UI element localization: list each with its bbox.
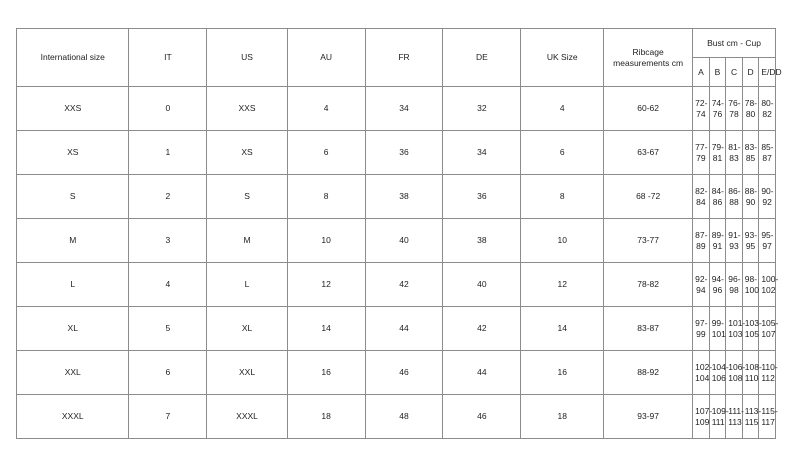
cell-uk-size: 14	[521, 307, 604, 351]
cell-cup-a: 87-89	[693, 219, 710, 263]
cell-uk-size: 8	[521, 175, 604, 219]
cell-de: 36	[443, 175, 521, 219]
cell-cup-edd: 110-112	[759, 351, 776, 395]
cell-it: 6	[129, 351, 207, 395]
cell-cup-c: 81-83	[726, 131, 743, 175]
cell-cup-edd: 80-82	[759, 87, 776, 131]
cell-cup-c: 86-88	[726, 175, 743, 219]
cell-cup-edd: 100-102	[759, 263, 776, 307]
cell-cup-d: 88-90	[742, 175, 759, 219]
cell-cup-b: 79-81	[709, 131, 726, 175]
cell-uk-size: 12	[521, 263, 604, 307]
cell-au: 16	[287, 351, 365, 395]
cell-cup-edd: 85-87	[759, 131, 776, 175]
column-header-ribcage-measurements: Ribcage measurements cm	[604, 29, 693, 87]
cell-cup-c: 91-93	[726, 219, 743, 263]
cell-cup-a: 92-94	[693, 263, 710, 307]
cell-cup-a: 102-104	[693, 351, 710, 395]
column-header-us: US	[207, 29, 287, 87]
table-head	[17, 29, 782, 87]
cell-it: 5	[129, 307, 207, 351]
cell-cup-edd: 95-97	[759, 219, 776, 263]
cell-us: S	[207, 175, 287, 219]
cell-au: 10	[287, 219, 365, 263]
table-row	[17, 395, 776, 439]
cell-cup-c: 76-78	[726, 87, 743, 131]
cell-cup-c: 111-113	[726, 395, 743, 439]
cell-cup-b: 99-101	[709, 307, 726, 351]
column-header-cup-d: D	[742, 58, 759, 87]
cell-de: 46	[443, 395, 521, 439]
table-row	[17, 263, 776, 307]
cell-cup-d: 78-80	[742, 87, 759, 131]
cell-au: 18	[287, 395, 365, 439]
cell-us: L	[207, 263, 287, 307]
cell-fr: 38	[365, 175, 443, 219]
cell-cup-edd: 115-117	[759, 395, 776, 439]
column-header-cup-a: A	[693, 58, 710, 87]
table-row	[17, 87, 776, 131]
cell-fr: 46	[365, 351, 443, 395]
cell-ribcage: 73-77	[604, 219, 693, 263]
cell-ribcage: 78-82	[604, 263, 693, 307]
column-header-de: DE	[443, 29, 521, 87]
cell-cup-d: 93-95	[742, 219, 759, 263]
column-header-it: IT	[129, 29, 207, 87]
cell-cup-a: 72-74	[693, 87, 710, 131]
cell-international-size: XXXL	[17, 395, 129, 439]
cell-it: 1	[129, 131, 207, 175]
cell-cup-b: 84-86	[709, 175, 726, 219]
cell-it: 3	[129, 219, 207, 263]
cell-uk-size: 10	[521, 219, 604, 263]
cell-it: 4	[129, 263, 207, 307]
cell-it: 7	[129, 395, 207, 439]
cell-international-size: XXL	[17, 351, 129, 395]
cell-de: 42	[443, 307, 521, 351]
cell-cup-b: 104-106	[709, 351, 726, 395]
cell-ribcage: 88-92	[604, 351, 693, 395]
size-conversion-table	[16, 28, 782, 439]
cell-cup-edd: 105-107	[759, 307, 776, 351]
column-header-au: AU	[287, 29, 365, 87]
cell-ribcage: 60-62	[604, 87, 693, 131]
table-row	[17, 219, 776, 263]
cell-cup-d: 98-100	[742, 263, 759, 307]
cell-international-size: XL	[17, 307, 129, 351]
cell-fr: 42	[365, 263, 443, 307]
table-header-row-top	[17, 29, 776, 58]
cell-us: XXXL	[207, 395, 287, 439]
cell-cup-d: 83-85	[742, 131, 759, 175]
cell-ribcage: 63-67	[604, 131, 693, 175]
cell-au: 8	[287, 175, 365, 219]
table-row	[17, 351, 776, 395]
column-header-bust-cup-group: Bust cm - Cup	[693, 29, 776, 58]
cell-international-size: L	[17, 263, 129, 307]
cell-cup-b: 109-111	[709, 395, 726, 439]
cell-international-size: M	[17, 219, 129, 263]
cell-cup-b: 74-76	[709, 87, 726, 131]
column-header-uk-size: UK Size	[521, 29, 604, 87]
cell-de: 38	[443, 219, 521, 263]
column-header-international-size: International size	[17, 29, 129, 87]
cell-de: 40	[443, 263, 521, 307]
cell-cup-c: 106-108	[726, 351, 743, 395]
cell-cup-a: 77-79	[693, 131, 710, 175]
cell-it: 2	[129, 175, 207, 219]
cell-cup-a: 82-84	[693, 175, 710, 219]
cell-international-size: XS	[17, 131, 129, 175]
cell-us: XXL	[207, 351, 287, 395]
cell-uk-size: 4	[521, 87, 604, 131]
cell-uk-size: 18	[521, 395, 604, 439]
cell-au: 4	[287, 87, 365, 131]
cell-cup-a: 107-109	[693, 395, 710, 439]
cell-de: 32	[443, 87, 521, 131]
cell-us: M	[207, 219, 287, 263]
cell-cup-b: 94-96	[709, 263, 726, 307]
cell-us: XS	[207, 131, 287, 175]
table-row	[17, 131, 776, 175]
cell-uk-size: 6	[521, 131, 604, 175]
cell-international-size: S	[17, 175, 129, 219]
cell-au: 6	[287, 131, 365, 175]
cell-au: 14	[287, 307, 365, 351]
table-body	[17, 87, 779, 439]
column-header-fr: FR	[365, 29, 443, 87]
cell-fr: 36	[365, 131, 443, 175]
cell-it: 0	[129, 87, 207, 131]
cell-cup-edd: 90-92	[759, 175, 776, 219]
cell-ribcage: 68 -72	[604, 175, 693, 219]
cell-uk-size: 16	[521, 351, 604, 395]
column-header-cup-b: B	[709, 58, 726, 87]
cell-cup-d: 108-110	[742, 351, 759, 395]
column-header-cup-c: C	[726, 58, 743, 87]
cell-fr: 44	[365, 307, 443, 351]
cell-cup-d: 103-105	[742, 307, 759, 351]
column-header-cup-edd: E/DD	[759, 58, 776, 87]
cell-fr: 40	[365, 219, 443, 263]
cell-us: XXS	[207, 87, 287, 131]
cell-de: 34	[443, 131, 521, 175]
cell-cup-b: 89-91	[709, 219, 726, 263]
cell-au: 12	[287, 263, 365, 307]
cell-de: 44	[443, 351, 521, 395]
cell-cup-d: 113-115	[742, 395, 759, 439]
cell-ribcage: 93-97	[604, 395, 693, 439]
cell-fr: 34	[365, 87, 443, 131]
cell-cup-a: 97-99	[693, 307, 710, 351]
cell-us: XL	[207, 307, 287, 351]
cell-international-size: XXS	[17, 87, 129, 131]
cell-fr: 48	[365, 395, 443, 439]
cell-ribcage: 83-87	[604, 307, 693, 351]
cell-cup-c: 101-103	[726, 307, 743, 351]
cell-cup-c: 96-98	[726, 263, 743, 307]
table-row	[17, 175, 776, 219]
table-row	[17, 307, 776, 351]
